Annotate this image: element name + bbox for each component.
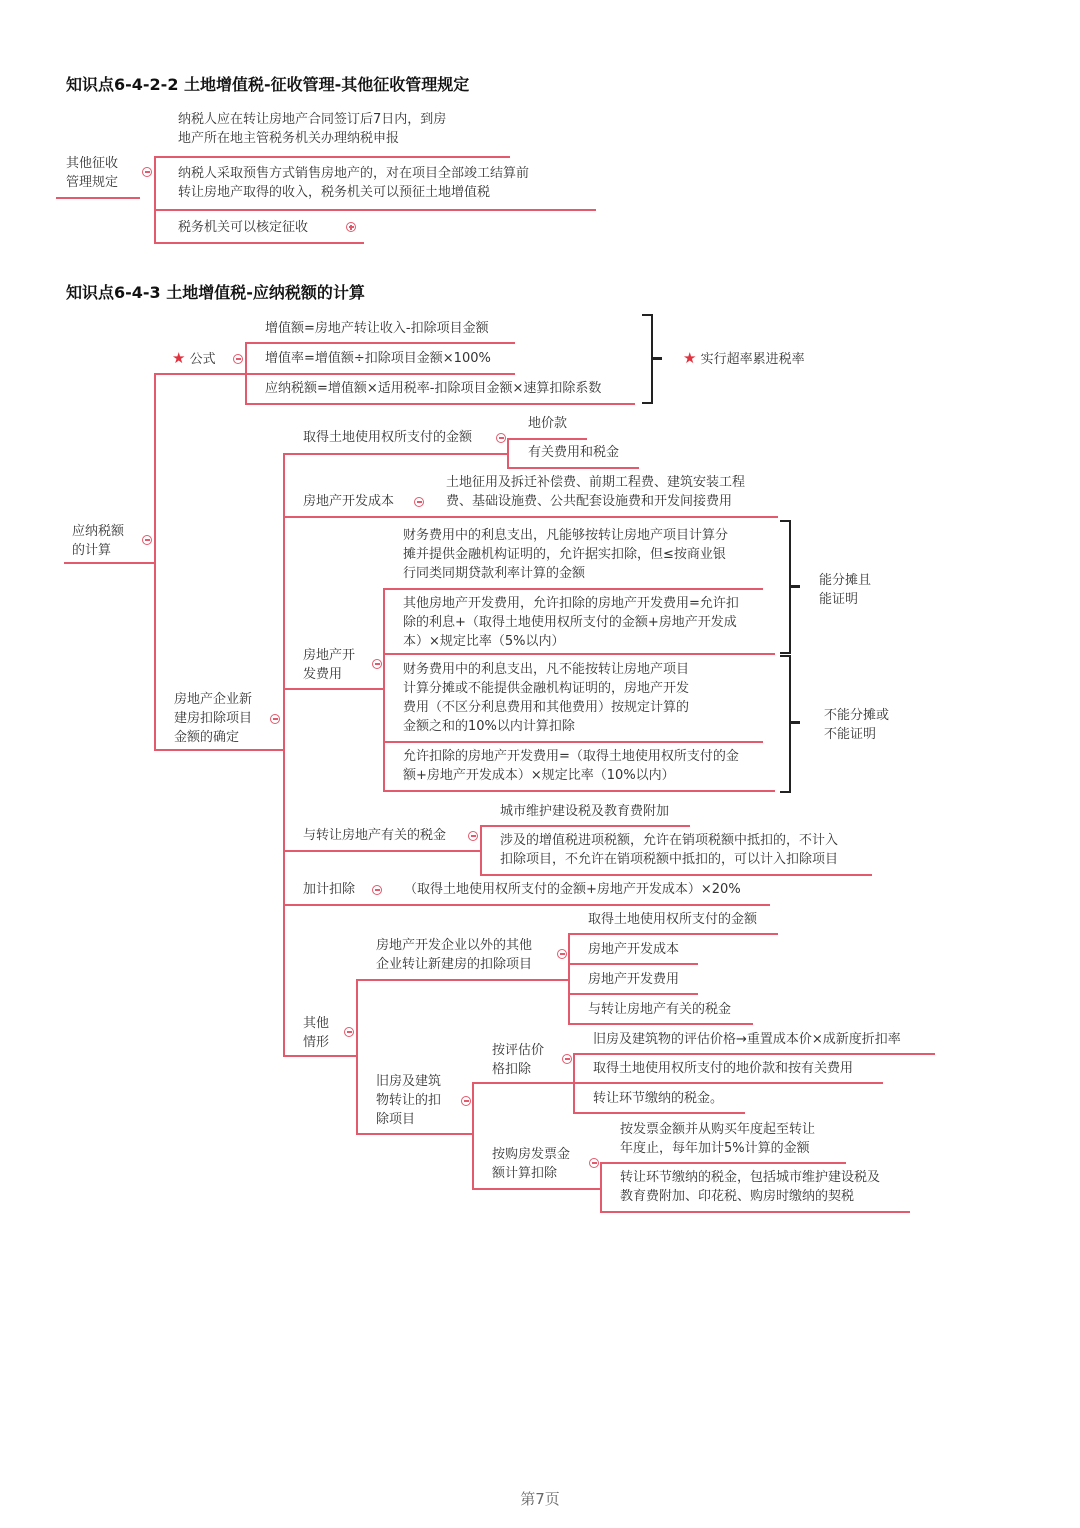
star-icon: ★ <box>683 349 697 367</box>
s2-root-spine <box>154 373 156 749</box>
extra-text-line <box>386 904 770 906</box>
old-line <box>356 1133 473 1135</box>
non-dev-spine <box>568 933 570 1023</box>
appraisal-item-2-line <box>573 1082 883 1084</box>
dev-cost-collapse-icon[interactable] <box>414 497 424 507</box>
other-label: 其他 情形 <box>303 1016 330 1050</box>
other-line <box>283 1055 357 1057</box>
formula-item-3: 应纳税额=增值额×适用税率-扣除项目金额×速算扣除系数 <box>265 381 602 396</box>
dev-expense-item-3: 财务费用中的利息支出，凡不能按转让房地产项目 计算分摊或不能提供金融机构证明的，房地产开发 费用（不区分利息费用和其他费用）按规定计算的 金额之和的10%以内计算扣除 <box>403 662 690 734</box>
formula-item-1-line <box>245 342 515 344</box>
formula-bracket <box>642 314 653 404</box>
non-dev-label: 房地产开发企业以外的其他 企业转让新建房的扣除项目 <box>376 938 533 972</box>
formula-bracket-tick <box>653 357 662 360</box>
non-dev-item-4-line <box>568 1023 753 1025</box>
dev-expense-spine <box>383 588 385 791</box>
appraisal-line <box>472 1082 574 1084</box>
dev-expense-item-2: 其他房地产开发费用，允许扣除的房地产开发费用=允许扣 除的利息+（取得土地使用权所支付的金额+房地产开发成 本）×规定比率（5%以内） <box>403 596 739 649</box>
non-dev-line <box>356 979 569 981</box>
s2-root-collapse-icon[interactable] <box>142 535 152 545</box>
deduction-collapse-icon[interactable] <box>270 714 280 724</box>
extra-line <box>283 904 387 906</box>
s1-item-1-line <box>154 156 510 158</box>
dev-expense-label: 房地产开 发费用 <box>303 648 356 682</box>
non-dev-item-2-line <box>568 963 698 965</box>
formula-item-2: 增值率=增值额÷扣除项目金额×100% <box>265 351 491 366</box>
tax-line <box>283 850 481 852</box>
s1-item-3: 税务机关可以核定征收 <box>178 220 309 235</box>
bracket-2-note: 不能分摊或 不能证明 <box>824 708 890 742</box>
tax-item-2: 涉及的增值税进项税额，允许在销项税额中抵扣的，不计入 扣除项目，不允许在销项税额中抵扣的，可以计入扣除项目 <box>500 833 839 867</box>
s2-root-label: 应纳税额 的计算 <box>72 524 125 558</box>
section1-title: 知识点6-4-2-2 土地增值税-征收管理-其他征收管理规定 <box>66 75 470 94</box>
formula-line <box>154 373 246 375</box>
invoice-item-1: 按发票金额并从购买年度起至转让 年度止，每年加计5%计算的金额 <box>620 1122 816 1156</box>
dev-expense-line <box>283 688 384 690</box>
s1-collapse-icon[interactable] <box>142 167 152 177</box>
s1-spine <box>154 156 156 242</box>
non-dev-item-3: 房地产开发费用 <box>588 972 680 987</box>
star-icon: ★ <box>172 349 186 367</box>
s1-root-underline <box>56 197 140 199</box>
s2-root-underline <box>64 562 154 564</box>
extra-label: 加计扣除 <box>303 882 356 897</box>
non-dev-item-4: 与转让房地产有关的税金 <box>588 1002 732 1017</box>
formula-collapse-icon[interactable] <box>233 354 243 364</box>
old-collapse-icon[interactable] <box>461 1096 471 1106</box>
s1-item-1: 纳税人应在转让房地产合同签订后7日内，到房 地产所在地主管税务机关办理纳税申报 <box>178 112 447 146</box>
dev-expense-item-1-line <box>383 588 763 590</box>
dev-expense-item-4: 允许扣除的房地产开发费用=（取得土地使用权所支付的金 额+房地产开发成本）×规定比率（10%以内） <box>403 749 739 783</box>
extra-text: （取得土地使用权所支付的金额+房地产开发成本）×20% <box>404 882 741 897</box>
dev-expense-item-3-line <box>383 741 763 743</box>
deduction-line <box>154 749 284 751</box>
dev-expense-item-1: 财务费用中的利息支出，凡能够按转让房地产项目计算分 摊并提供金融机构证明的，允许据实扣除，但≤按商业银 行同类同期贷款利率计算的金额 <box>403 528 729 581</box>
invoice-collapse-icon[interactable] <box>589 1158 599 1168</box>
land-item-2-line <box>507 467 639 469</box>
formula-item-2-line <box>245 373 515 375</box>
land-item-1: 地价款 <box>528 416 568 431</box>
invoice-item-2: 转让环节缴纳的税金，包括城市维护建设税及 教育费附加、印花税、购房时缴纳的契税 <box>620 1170 881 1204</box>
invoice-line <box>472 1188 601 1190</box>
bracket-1-note: 能分摊且 能证明 <box>819 573 872 607</box>
dev-expense-item-2-line <box>383 653 775 655</box>
formula-label-text: 公式 <box>189 352 216 367</box>
invoice-item-1-line <box>600 1162 846 1164</box>
formula-label <box>172 349 216 369</box>
appraisal-item-1: 旧房及建筑物的评估价格→重置成本价×成新度折扣率 <box>593 1032 901 1047</box>
formula-note-text: 实行超率累进税率 <box>700 352 805 367</box>
section2-title: 知识点6-4-3 土地增值税-应纳税额的计算 <box>66 283 365 302</box>
appraisal-item-2: 取得土地使用权所支付的地价款和按有关费用 <box>593 1061 854 1076</box>
tax-spine <box>480 825 482 875</box>
land-line <box>283 453 508 455</box>
s1-item-3-line <box>154 242 364 244</box>
dev-expense-collapse-icon[interactable] <box>372 659 382 669</box>
land-label: 取得土地使用权所支付的金额 <box>303 430 473 445</box>
s1-item-2: 纳税人采取预售方式销售房地产的，对在项目全部竣工结算前 转让房地产取得的收入，税务机关可以预征土地增值税 <box>178 166 530 200</box>
appraisal-item-1-line <box>573 1053 935 1055</box>
appraisal-label: 按评估价 格扣除 <box>492 1043 545 1077</box>
old-label: 旧房及建筑 物转让的扣 除项目 <box>376 1074 442 1127</box>
dev-cost-text-line <box>426 516 778 518</box>
land-item-1-line <box>507 438 587 440</box>
bracket-1-tick <box>791 585 800 588</box>
non-dev-item-2: 房地产开发成本 <box>588 942 680 957</box>
page-number: 第7页 <box>520 1490 560 1508</box>
invoice-label: 按购房发票金 额计算扣除 <box>492 1147 571 1181</box>
formula-item-1: 增值额=房地产转让收入-扣除项目金额 <box>265 321 489 336</box>
formula-item-3-line <box>245 403 635 405</box>
invoice-item-2-line <box>600 1211 910 1213</box>
non-dev-collapse-icon[interactable] <box>557 949 567 959</box>
s1-item-2-line <box>154 209 596 211</box>
s1-expand-icon[interactable] <box>346 222 356 232</box>
old-spine <box>472 1082 474 1189</box>
dev-cost-text: 土地征用及拆迁补偿费、前期工程费、建筑安装工程 费、基础设施费、公共配套设施费和开发间接费用 <box>446 475 746 509</box>
dev-expense-item-4-line <box>383 790 775 792</box>
land-spine <box>507 438 509 468</box>
dev-cost-label: 房地产开发成本 <box>303 494 395 509</box>
other-collapse-icon[interactable] <box>344 1027 354 1037</box>
extra-collapse-icon[interactable] <box>372 885 382 895</box>
deduction-label: 房地产企业新 建房扣除项目 金额的确定 <box>174 692 253 745</box>
appraisal-item-3-line <box>573 1112 745 1114</box>
tax-collapse-icon[interactable] <box>468 831 478 841</box>
bracket-2 <box>780 655 791 793</box>
bracket-2-tick <box>791 721 800 724</box>
tax-item-2-line <box>480 874 872 876</box>
land-collapse-icon[interactable] <box>496 433 506 443</box>
non-dev-item-1-line <box>568 933 778 935</box>
tax-item-1-line <box>480 825 690 827</box>
land-item-2: 有关费用和税金 <box>528 445 620 460</box>
other-spine <box>356 979 358 1134</box>
invoice-spine <box>600 1162 602 1212</box>
non-dev-item-1: 取得土地使用权所支付的金额 <box>588 912 758 927</box>
dev-cost-line <box>283 516 427 518</box>
appraisal-item-3: 转让环节缴纳的税金。 <box>593 1091 724 1106</box>
tax-label: 与转让房地产有关的税金 <box>303 828 447 843</box>
appraisal-collapse-icon[interactable] <box>562 1054 572 1064</box>
deduction-spine <box>283 453 285 1055</box>
s1-root-label: 其他征收 管理规定 <box>66 156 119 190</box>
non-dev-item-3-line <box>568 993 698 995</box>
formula-note <box>683 349 805 369</box>
bracket-1 <box>780 520 791 654</box>
tax-item-1: 城市维护建设税及教育费附加 <box>500 804 670 819</box>
